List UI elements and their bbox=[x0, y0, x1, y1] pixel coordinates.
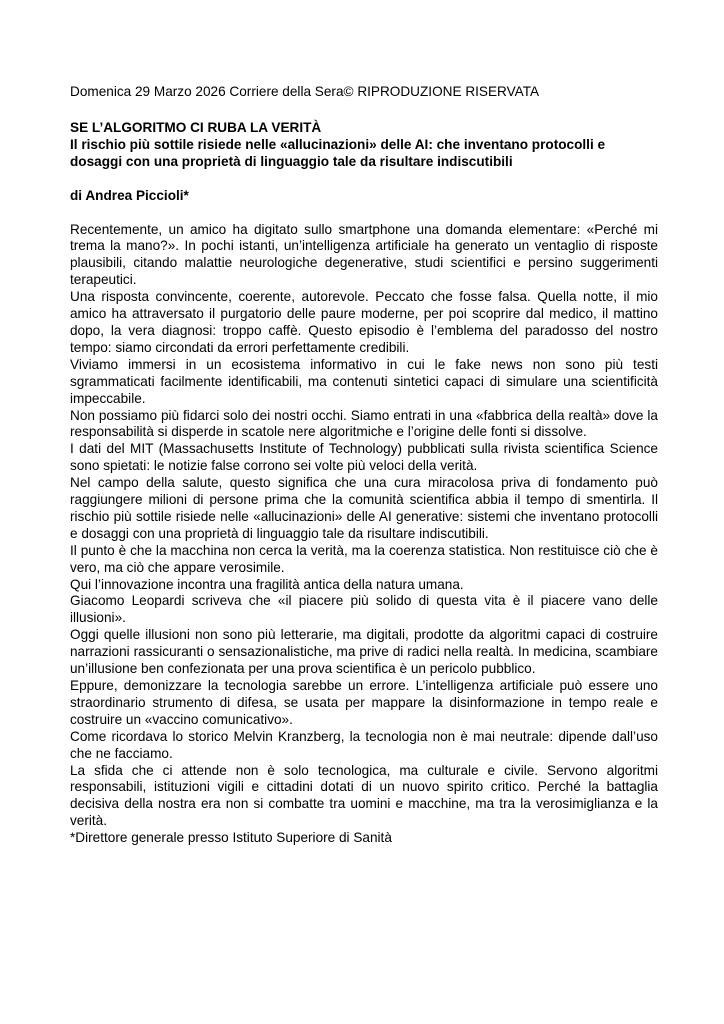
paragraph: Eppure, demonizzare la tecnologia sarebbe un errore. L’intelligenza artificiale può essere uno straordinario strumento di difesa, se usata per mappare la disinformazione in tempo reale e costruire un «vaccino comunicativo». bbox=[70, 678, 658, 727]
article-body bbox=[70, 222, 658, 831]
paragraph: Come ricordava lo storico Melvin Kranzberg, la tecnologia non è mai neutrale: dipende dall’uso che ne facciamo. bbox=[70, 728, 658, 761]
document-page bbox=[70, 84, 658, 847]
paragraph: Una risposta convincente, coerente, autorevole. Peccato che fosse falsa. Quella notte, il mio amico ha attraversato il purgatorio delle paure moderne, per poi scoprire dal medico, il mattino dopo, la vera diagnosi: troppo caffè. Questo episodio è l’emblema del paradosso del nostro tempo: siamo circondati da errori perfettamente credibili. bbox=[70, 289, 658, 355]
author-footnote: *Direttore generale presso Istituto Superiore di Sanità bbox=[70, 830, 392, 846]
paragraph: Giacomo Leopardi scriveva che «il piacere più solido di questa vita è il piacere vano delle illusioni». bbox=[70, 593, 658, 626]
paragraph: Non possiamo più fidarci solo dei nostri occhi. Siamo entrati in una «fabbrica della realtà» dove la responsabilità si disperde in scatole nere algoritmiche e l’origine delle fonti si dissolve. bbox=[70, 407, 658, 440]
article-subtitle: Il rischio più sottile risiede nelle «allucinazioni» delle AI: che inventano protocolli e dosaggi con una proprietà di linguaggio tale da risultare indiscutibili bbox=[70, 136, 606, 169]
paragraph: Il punto è che la macchina non cerca la verità, ma la coerenza statistica. Non restituisce ciò che è vero, ma ciò che appare verosimile. bbox=[70, 542, 658, 575]
article-title: SE L’ALGORITMO CI RUBA LA VERITÀ bbox=[70, 119, 322, 135]
paragraph: Viviamo immersi in un ecosistema informativo in cui le fake news non sono più testi sgrammaticati facilmente identificabili, ma contenuti sintetici capaci di simulare una scientificità impeccabile. bbox=[70, 356, 658, 406]
paragraph: La sfida che ci attende non è solo tecnologica, ma culturale e civile. Servono algoritmi responsabili, istituzioni vigili e cittadini dotati di un nuovo spirito critico. Perché la battaglia decisiva della nostra era non si combatte tra uomini e macchine, ma tra la verosimiglianza e la verità. bbox=[70, 762, 658, 829]
paragraph: Nel campo della salute, questo significa che una cura miracolosa priva di fondamento può raggiungere milioni di persone prima che la comunità scientifica abbia il tempo di smentirla. Il rischio più sottile risiede nelle «allucinazioni» delle AI generative: sistemi che inventano protocolli e dosaggi con una proprietà di linguaggio tale da risultare indiscutibili. bbox=[70, 475, 658, 541]
paragraph: Oggi quelle illusioni non sono più letterarie, ma digitali, prodotte da algoritmi capaci di costruire narrazioni rassicuranti o sensazionalistiche, ma prive di radici nella realtà. In medicina, scambiare un’illusione ben confezionata per una prova scientifica è un pericolo pubblico. bbox=[70, 627, 658, 677]
dateline: Domenica 29 Marzo 2026 Corriere della Sera© RIPRODUZIONE RISERVATA bbox=[70, 84, 540, 99]
paragraph: I dati del MIT (Massachusetts Institute of Technology) pubblicati sulla rivista scientifica Science sono spietati: le notizie false corrono sei volte più veloci della verità. bbox=[70, 441, 658, 474]
paragraph: Qui l’innovazione incontra una fragilità antica della natura umana. bbox=[70, 576, 464, 592]
article-author: di Andrea Piccioli* bbox=[70, 187, 189, 203]
paragraph: Recentemente, un amico ha digitato sullo smartphone una domanda elementare: «Perché mi trema la mano?». In pochi istanti, un’intelligenza artificiale ha generato un ventaglio di risposte plausibili, citando malattie neurologiche degenerative, studi scientifici e persino suggerimenti terapeutici. bbox=[70, 221, 658, 288]
